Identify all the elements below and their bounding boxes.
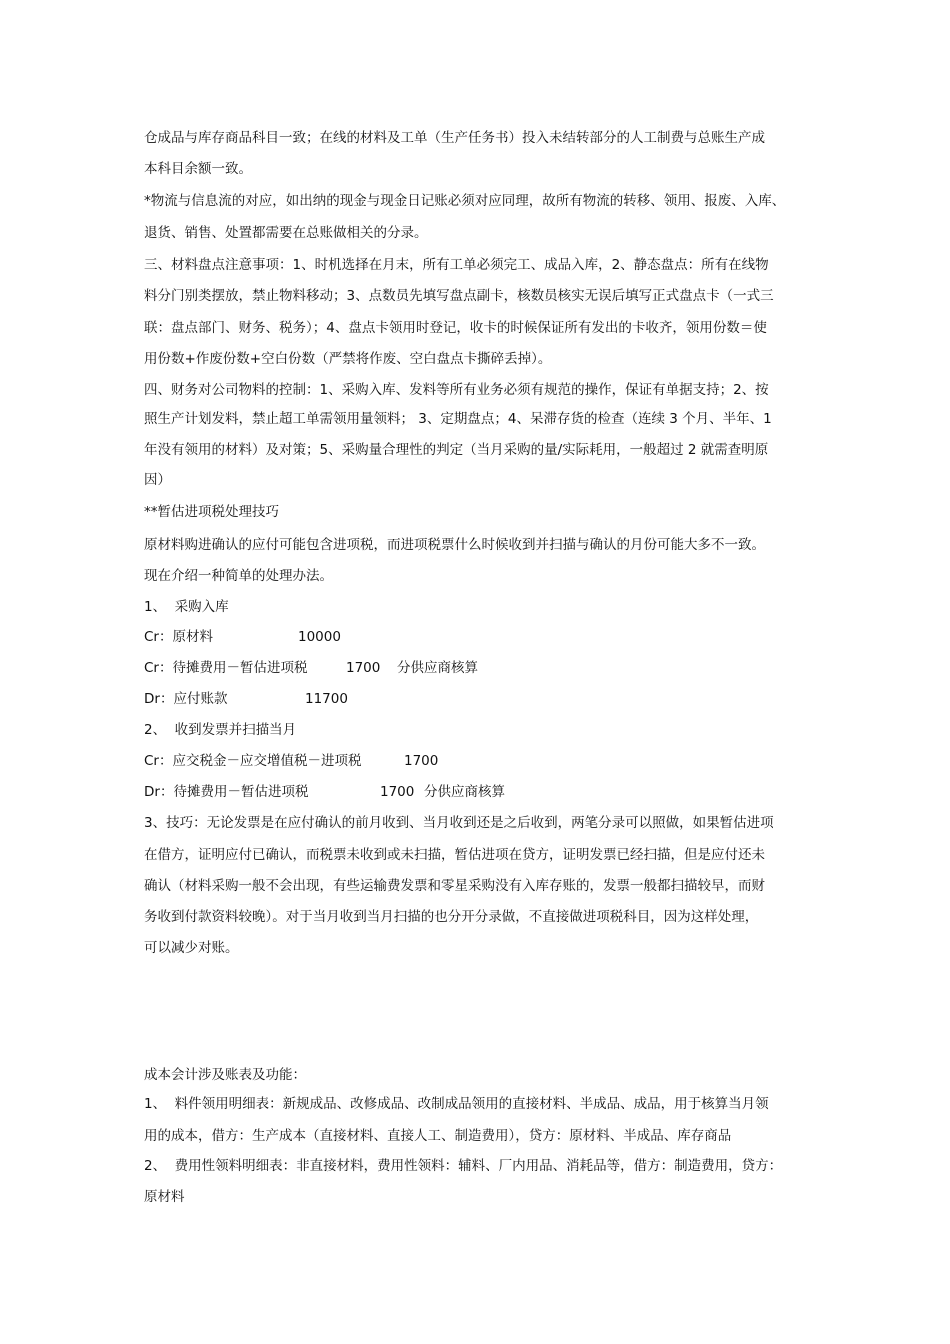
para1-line1: 仓成品与库存商品科目一致；在线的材料及工单（生产任务书）投入未结转部分的人工制费与总账生产成 bbox=[144, 130, 765, 146]
para6-line2: 在借方，证明应付已确认，而税票未收到或未扫描，暂估进项在贷方，证明发票已经扫描，但是应付还未 bbox=[144, 847, 765, 863]
para4-line3: 年没有领用的材料）及对策；5、采购量合理性的判定（当月采购的量/实际耗用，一般超过 2 就需查明原 bbox=[144, 442, 769, 458]
para4-line2: 照生产计划发料，禁止超工单需领用量领料； 3、定期盘点；4、呆滞存货的检查（连续 3 个月、半年、1 bbox=[144, 411, 772, 427]
heading-cost: 成本会计涉及账表及功能： bbox=[144, 1067, 306, 1083]
entry3-label: Dr：应付账款 bbox=[144, 691, 228, 707]
entry2-label: Cr：待摊费用－暂估进项税 bbox=[144, 660, 308, 676]
para4-line4: 因） bbox=[144, 472, 171, 488]
step2-heading: 2、 收到发票并扫描当月 bbox=[144, 722, 297, 738]
para2-line2: 退货、销售、处置都需要在总账做相关的分录。 bbox=[144, 225, 428, 241]
para1-line2: 本科目余额一致。 bbox=[144, 161, 252, 177]
entry1-amount: 10000 bbox=[298, 629, 341, 645]
entry5-note: 分供应商核算 bbox=[424, 784, 505, 800]
entry4-amount: 1700 bbox=[404, 753, 439, 769]
para7-line2: 用的成本，借方：生产成本（直接材料、直接人工、制造费用），贷方：原材料、半成品、库存商品 bbox=[144, 1128, 732, 1144]
para6-line5: 可以减少对账。 bbox=[144, 940, 239, 956]
entry5-amount: 1700 bbox=[380, 784, 415, 800]
para7-line1: 1、 料件领用明细表：新规成品、改修成品、改制成品领用的直接材料、半成品、成品，用于核算当月领 bbox=[144, 1096, 769, 1112]
para6-line4: 务收到付款资料较晚）。对于当月收到当月扫描的也分开分录做，不直接做进项税科目，因为这样处理， bbox=[144, 909, 759, 925]
step1-heading: 1、 采购入库 bbox=[144, 599, 229, 615]
para8-line2: 原材料 bbox=[144, 1189, 185, 1205]
entry1-label: Cr：原材料 bbox=[144, 629, 213, 645]
para2-line1: *物流与信息流的对应，如出纳的现金与现金日记账必须对应同理，故所有物流的转移、领用、报废、入库、 bbox=[144, 193, 786, 209]
entry5-label: Dr：待摊费用－暂估进项税 bbox=[144, 784, 309, 800]
para6-line3: 确认（材料采购一般不会出现，有些运输费发票和零星采购没有入库存账的，发票一般都扫描较早，而财 bbox=[144, 878, 765, 894]
para3-line3: 联：盘点部门、财务、税务）；4、盘点卡领用时登记，收卡的时候保证所有发出的卡收齐，领用份数＝使 bbox=[144, 320, 767, 336]
entry2-amount: 1700 bbox=[346, 660, 381, 676]
entry3-amount: 11700 bbox=[305, 691, 348, 707]
heading-tax: **暂估进项税处理技巧 bbox=[144, 504, 279, 520]
para3-line4: 用份数+作废份数+空白份数（严禁将作废、空白盘点卡撕碎丢掉）。 bbox=[144, 351, 552, 367]
para4-line1: 四、财务对公司物料的控制：1、采购入库、发料等所有业务必须有规范的操作，保证有单据支持；2、按 bbox=[144, 382, 769, 398]
para6-line1: 3、技巧：无论发票是在应付确认的前月收到、当月收到还是之后收到，两笔分录可以照做，如果暂估进项 bbox=[144, 815, 774, 831]
entry2-note: 分供应商核算 bbox=[397, 660, 478, 676]
para5-line1: 原材料购进确认的应付可能包含进项税，而进项税票什么时候收到并扫描与确认的月份可能大多不一致。 bbox=[144, 537, 765, 553]
entry4-label: Cr：应交税金－应交增值税－进项税 bbox=[144, 753, 362, 769]
para3-line2: 料分门别类摆放，禁止物料移动；3、点数员先填写盘点副卡，核数员核实无误后填写正式盘点卡（一式三 bbox=[144, 288, 774, 304]
para3-line1: 三、材料盘点注意事项：1、时机选择在月末，所有工单必须完工、成品入库，2、静态盘点：所有在线物 bbox=[144, 257, 769, 273]
para8-line1: 2、 费用性领料明细表：非直接材料，费用性领料：辅料、厂内用品、消耗品等，借方：制造费用，贷方： bbox=[144, 1158, 783, 1174]
para5-line2: 现在介绍一种简单的处理办法。 bbox=[144, 568, 333, 584]
